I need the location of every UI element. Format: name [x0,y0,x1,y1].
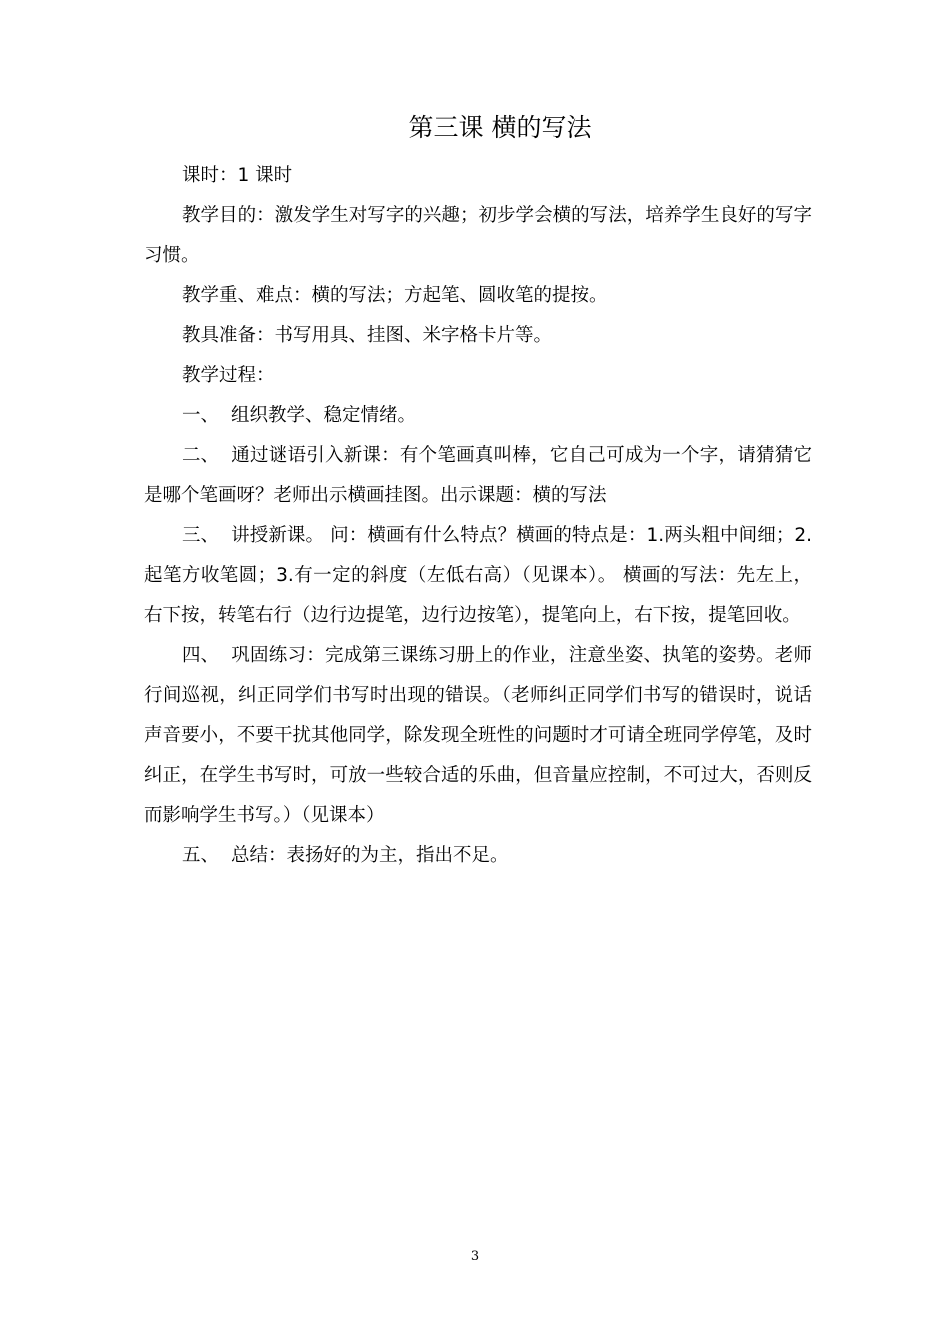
teaching-goals-paragraph [144,196,812,276]
teaching-process-heading [144,356,812,396]
step-4-paragraph [144,636,812,836]
paragraph-text: 教学过程： [182,365,275,386]
step-number: 五、 [182,845,220,866]
paragraph-text: 总结：表扬好的为主，指出不足。 [231,845,509,866]
paragraph-text: 通过谜语引入新课：有个笔画真叫棒，它自己可成为一个字，请猜猜它是哪个笔画呀？老师出示横画挂图。出示课题：横的写法 [144,445,812,506]
page-title: 第三课 横的写法 [408,113,592,142]
step-number: 三、 [182,525,220,546]
lesson-body [144,156,812,876]
step-number: 二、 [182,445,220,466]
step-1-paragraph [144,396,812,436]
step-3-paragraph [144,516,812,636]
key-points-paragraph [144,276,812,316]
paragraph-text: 巩固练习：完成第三课练习册上的作业，注意坐姿、执笔的姿势。老师行间巡视，纠正同学们书写时出现的错误。（老师纠正同学们书写的错误时，说话声音要小，不要干扰其他同学，除发现全班性的问题时才可请全班同学停笔，及时纠正，在学生书写时，可放一些较合适的乐曲，但音量应控制，不可过大，否则反而影响学生书写。）（见课本） [144,645,812,826]
step-number: 四、 [182,645,220,666]
paragraph-text: 课时：1 课时 [182,165,293,186]
class-hours-paragraph [144,156,812,196]
paragraph-text: 组织教学、稳定情绪。 [231,405,417,426]
teaching-aids-paragraph [144,316,812,356]
step-2-paragraph [144,436,812,516]
paragraph-text: 讲授新课。 问：横画有什么特点？横画的特点是：1.两头粗中间细；2.起笔方收笔圆；3.有一定的斜度（左低右高）（见课本）。 横画的写法：先左上，右下按，转笔右行（边行边提笔，边行边按笔），提笔向上，右下按，提笔回收。 [144,525,812,626]
paragraph-text: 教具准备：书写用具、挂图、米字格卡片等。 [182,325,553,346]
paragraph-text: 教学重、难点：横的写法；方起笔、圆收笔的提按。 [182,285,608,306]
page-number: 3 [470,1249,480,1264]
paragraph-text: 教学目的：激发学生对写字的兴趣；初步学会横的写法，培养学生良好的写字习惯。 [144,205,812,266]
step-number: 一、 [182,405,220,426]
step-5-paragraph [144,836,812,876]
